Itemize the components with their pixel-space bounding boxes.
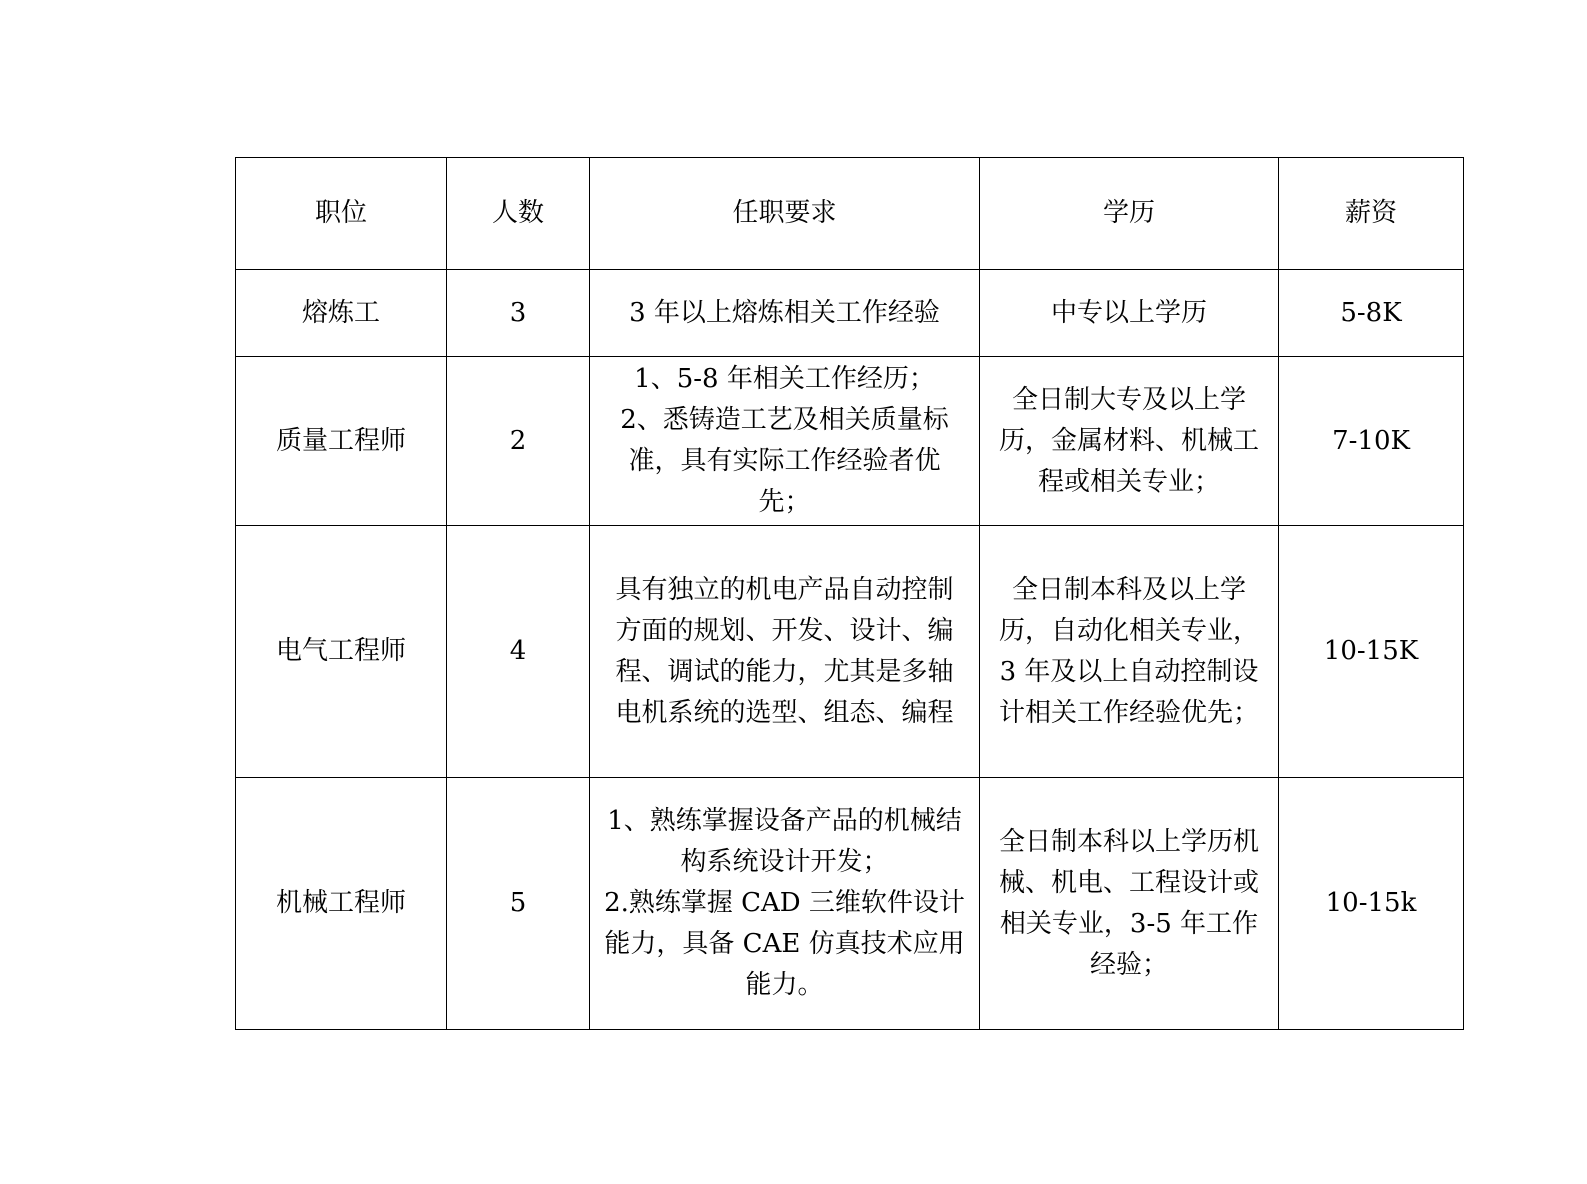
requirement-line: 2.熟练掌握 CAD 三维软件设计能力，具备 CAE 仿真技术应用能力。 bbox=[604, 888, 965, 1000]
requirement-line: 3 年以上熔炼相关工作经验 bbox=[629, 297, 940, 328]
cell-salary: 7-10K bbox=[1279, 357, 1464, 526]
cell-requirements bbox=[590, 778, 980, 1030]
table-row bbox=[236, 526, 1464, 778]
requirement-line: 2、悉铸造工艺及相关质量标准，具有实际工作经验者优先； bbox=[620, 405, 949, 517]
education-line: 全日制本科及以上学历，自动化相关专业，3 年及以上自动控制设计相关工作经验优先； bbox=[998, 574, 1259, 728]
header-salary: 薪资 bbox=[1279, 158, 1464, 270]
cell-salary: 10-15k bbox=[1279, 778, 1464, 1030]
cell-requirements bbox=[590, 357, 980, 526]
table-row bbox=[236, 357, 1464, 526]
education-line: 全日制大专及以上学历，金属材料、机械工程或相关专业； bbox=[998, 384, 1259, 497]
education-line: 全日制本科以上学历机械、机电、工程设计或相关专业，3-5 年工作经验； bbox=[998, 826, 1259, 980]
cell-count: 3 bbox=[447, 270, 590, 357]
header-position: 职位 bbox=[236, 158, 447, 270]
cell-education bbox=[980, 357, 1279, 526]
cell-education bbox=[980, 778, 1279, 1030]
table-row bbox=[236, 778, 1464, 1030]
cell-salary: 10-15K bbox=[1279, 526, 1464, 778]
education-line: 中专以上学历 bbox=[1050, 297, 1207, 328]
requirement-line: 1、5-8 年相关工作经历； bbox=[634, 364, 935, 394]
job-openings-table bbox=[235, 157, 1464, 1030]
table-header-row bbox=[236, 158, 1464, 270]
cell-education bbox=[980, 270, 1279, 357]
cell-count: 4 bbox=[447, 526, 590, 778]
cell-position: 质量工程师 bbox=[236, 357, 447, 526]
requirement-line: 1、熟练掌握设备产品的机械结构系统设计开发； bbox=[607, 806, 962, 877]
cell-requirements bbox=[590, 270, 980, 357]
table-row bbox=[236, 270, 1464, 357]
requirement-line: 具有独立的机电产品自动控制方面的规划、开发、设计、编程、调试的能力，尤其是多轴电机系统的选型、组态、编程 bbox=[615, 574, 954, 728]
header-count: 人数 bbox=[447, 158, 590, 270]
cell-count: 2 bbox=[447, 357, 590, 526]
cell-position: 电气工程师 bbox=[236, 526, 447, 778]
cell-position: 机械工程师 bbox=[236, 778, 447, 1030]
cell-salary: 5-8K bbox=[1279, 270, 1464, 357]
cell-count: 5 bbox=[447, 778, 590, 1030]
cell-education bbox=[980, 526, 1279, 778]
cell-position: 熔炼工 bbox=[236, 270, 447, 357]
header-education: 学历 bbox=[980, 158, 1279, 270]
header-requirements: 任职要求 bbox=[590, 158, 980, 270]
cell-requirements bbox=[590, 526, 980, 778]
